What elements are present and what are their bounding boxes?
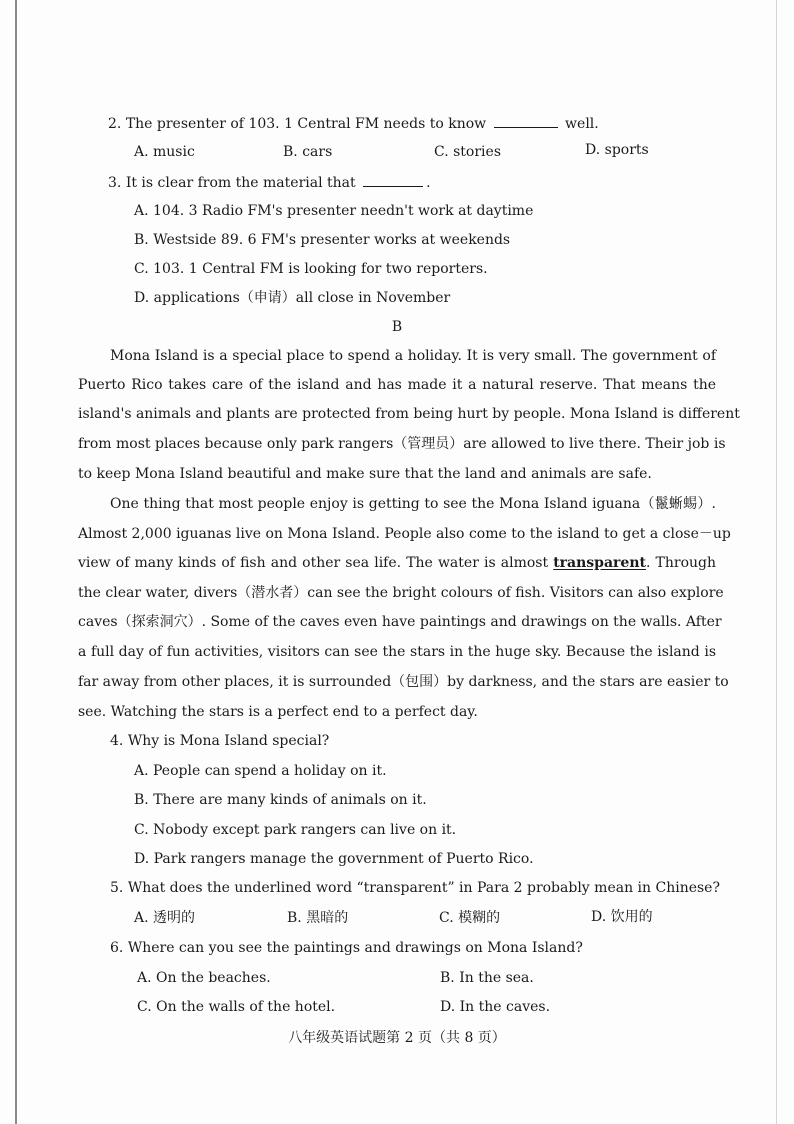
- option-4c: [134, 821, 456, 839]
- option-4b: [134, 791, 427, 809]
- option-letter: C.: [134, 822, 149, 838]
- option-6c: [137, 998, 335, 1016]
- question-2-stem: [108, 113, 599, 133]
- question-text: Why is Mona Island special?: [127, 733, 330, 749]
- option-text: There are many kinds of animals on it.: [153, 792, 427, 808]
- option-2d: [585, 141, 649, 159]
- option-text: People can spend a holiday on it.: [153, 763, 387, 779]
- option-letter: B.: [134, 232, 149, 248]
- passage-line: Almost 2,000 iguanas live on Mona Island. People also come to the island to get a close－up: [78, 526, 731, 542]
- section-heading: B: [391, 319, 403, 335]
- passage-line: far away from other places, it is surrounded（包围）by darkness, and the stars are easier to: [78, 674, 729, 690]
- option-letter: D.: [585, 142, 601, 158]
- option-letter: C.: [134, 261, 149, 277]
- question-5-stem: [110, 879, 720, 897]
- passage-line-with-underline: [78, 554, 716, 572]
- option-text: cars: [302, 144, 333, 160]
- option-letter: A.: [134, 763, 149, 779]
- option-3b: [134, 231, 510, 249]
- option-4a: [134, 762, 387, 780]
- option-6d: [440, 998, 550, 1016]
- question-text: It is clear from the material that: [125, 175, 356, 191]
- passage-text: view of many kinds of fish and other sea life. The water is almost: [78, 555, 549, 571]
- option-4d: [134, 850, 534, 868]
- option-6a: [137, 969, 271, 987]
- option-text: Westside 89. 6 FM's presenter works at weekends: [153, 232, 511, 248]
- option-letter: B.: [283, 144, 298, 160]
- option-2b: [283, 143, 332, 161]
- passage-line: to keep Mona Island beautiful and make sure that the land and animals are safe.: [78, 466, 652, 482]
- question-text: Where can you see the paintings and drawings on Mona Island?: [127, 940, 583, 956]
- question-number: 4.: [110, 733, 124, 749]
- option-5c: [439, 909, 500, 927]
- answer-blank: [363, 172, 423, 187]
- option-text: music: [153, 144, 195, 160]
- passage-line: a full day of fun activities, visitors can see the stars in the huge sky. Because the island is: [78, 644, 716, 660]
- option-letter: D.: [440, 999, 456, 1015]
- option-letter: B.: [287, 910, 302, 926]
- page-right-border: [776, 0, 777, 1124]
- option-letter: A.: [134, 203, 149, 219]
- question-4-stem: [110, 732, 329, 750]
- option-letter: D.: [134, 290, 150, 306]
- option-letter: C.: [439, 910, 454, 926]
- option-letter: C.: [434, 144, 449, 160]
- option-letter: D.: [591, 909, 607, 925]
- option-letter: A.: [134, 144, 149, 160]
- passage-line: from most places because only park rangers（管理员）are allowed to live there. Their job is: [78, 436, 726, 452]
- option-letter: A.: [137, 970, 152, 986]
- option-5b: [287, 909, 348, 927]
- passage-text: . Through: [645, 555, 716, 571]
- question-number: 2.: [108, 116, 122, 132]
- question-text: The presenter of 103. 1 Central FM needs to know: [125, 116, 487, 132]
- underlined-word: transparent: [553, 555, 646, 571]
- option-text: On the walls of the hotel.: [156, 999, 336, 1015]
- option-letter: B.: [440, 970, 455, 986]
- passage-line: Puerto Rico takes care of the island and has made it a natural reserve. That means the: [78, 377, 716, 393]
- option-3c: [134, 260, 488, 278]
- passage-line: Mona Island is a special place to spend a holiday. It is very small. The government of: [110, 348, 716, 364]
- question-number: 5.: [110, 880, 124, 896]
- option-text: 103. 1 Central FM is looking for two reporters.: [153, 261, 488, 277]
- question-3-stem: [108, 172, 431, 192]
- option-5d: [591, 908, 653, 926]
- option-text: In the caves.: [459, 999, 551, 1015]
- option-letter: C.: [137, 999, 152, 1015]
- option-letter: D.: [134, 851, 150, 867]
- option-letter: A.: [134, 910, 149, 926]
- question-text-end: well.: [565, 116, 599, 132]
- option-text: Nobody except park rangers can live on it.: [153, 822, 457, 838]
- page-left-border: [15, 0, 17, 1124]
- passage-line: caves（探索洞穴）. Some of the caves even have paintings and drawings on the walls. After: [78, 614, 722, 630]
- answer-blank: [494, 113, 558, 128]
- option-text: stories: [453, 144, 502, 160]
- option-text: 透明的: [153, 910, 196, 926]
- option-2c: [434, 143, 501, 161]
- option-text: 104. 3 Radio FM's presenter needn't work at daytime: [153, 203, 534, 219]
- option-5a: [134, 909, 195, 927]
- option-3a: [134, 202, 533, 220]
- option-text: 黑暗的: [306, 910, 349, 926]
- option-text: 模糊的: [458, 910, 501, 926]
- passage-line: One thing that most people enjoy is getting to see the Mona Island iguana（鬣蜥蜴）.: [110, 496, 716, 512]
- option-text: In the sea.: [459, 970, 534, 986]
- passage-line: island's animals and plants are protected from being hurt by people. Mona Island is different: [78, 406, 740, 422]
- option-text: On the beaches.: [156, 970, 271, 986]
- option-text: 饮用的: [610, 909, 653, 925]
- question-number: 6.: [110, 940, 124, 956]
- passage-line: the clear water, divers（潜水者）can see the bright colours of fish. Visitors can also explore: [78, 585, 724, 601]
- option-3d: [134, 289, 450, 307]
- option-text: sports: [604, 142, 649, 158]
- question-number: 3.: [108, 175, 122, 191]
- question-6-stem: [110, 939, 583, 957]
- option-text: applications（申请）all close in November: [153, 290, 451, 306]
- question-text-end: .: [426, 175, 431, 191]
- passage-line: see. Watching the stars is a perfect end to a perfect day.: [78, 704, 478, 720]
- option-6b: [440, 969, 534, 987]
- option-text: Park rangers manage the government of Puerto Rico.: [153, 851, 534, 867]
- question-text: What does the underlined word “transparent” in Para 2 probably mean in Chinese?: [127, 880, 720, 896]
- page-footer: 八年级英语试题第 2 页（共 8 页）: [288, 1030, 506, 1046]
- option-2a: [134, 143, 195, 161]
- option-letter: B.: [134, 792, 149, 808]
